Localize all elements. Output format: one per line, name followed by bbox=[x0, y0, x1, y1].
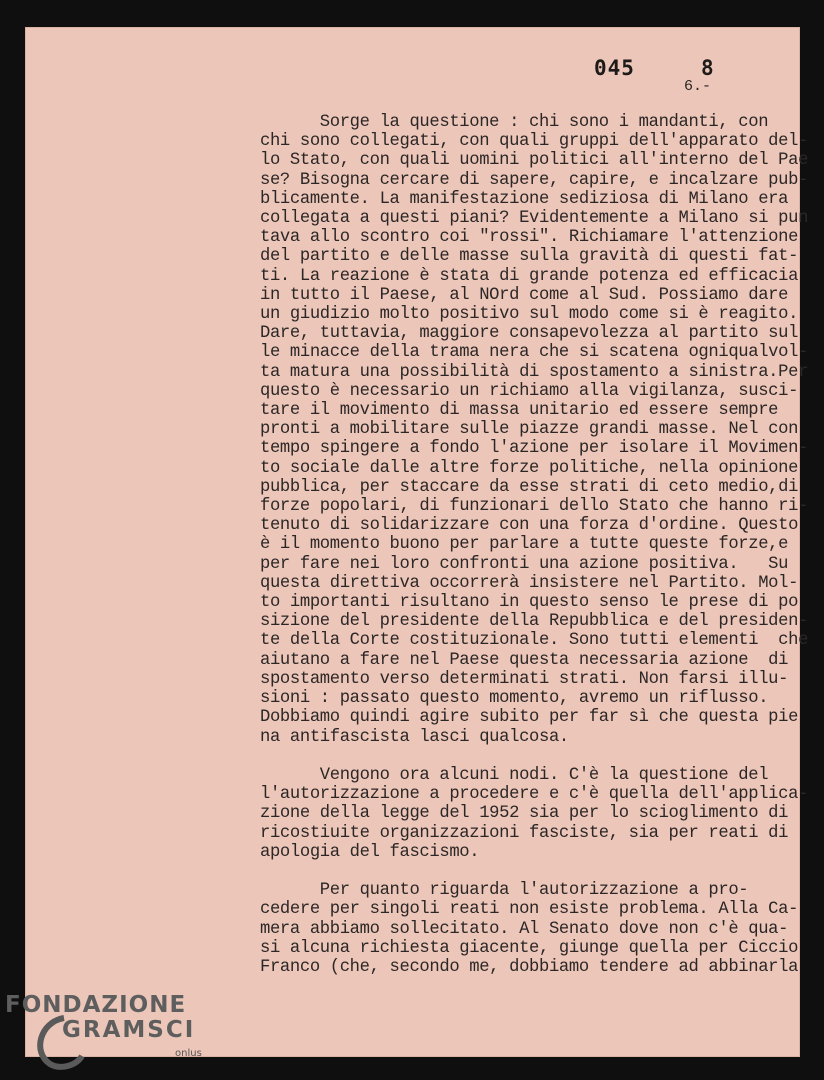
text-line: collegata a questi piani? Evidentemente a Milano si pun bbox=[260, 209, 809, 229]
text-line: tare il movimento di massa unitario ed essere sempre bbox=[260, 401, 779, 421]
text-line: pubblica, per staccare da esse strati di ceto medio,di bbox=[260, 477, 799, 497]
text-line: Dare, tuttavia, maggiore consapevolezza al partito sul bbox=[260, 324, 799, 344]
text-line: è il momento buono per parlare a tutte queste forze,e bbox=[260, 535, 789, 555]
watermark-line-3: onlus bbox=[175, 1048, 202, 1059]
text-line: tava allo scontro coi "rossi". Richiamare l'attenzione bbox=[260, 228, 799, 248]
text-line: to importanti risultano in questo senso le prese di po bbox=[260, 593, 799, 613]
paragraph-gap bbox=[260, 862, 788, 881]
text-line: un giudizio molto positivo sul modo come si è reagito. bbox=[260, 305, 799, 325]
text-line: ti. La reazione è stata di grande potenza ed efficacia bbox=[260, 266, 799, 286]
paragraph bbox=[260, 765, 809, 862]
text-line: zione della legge del 1952 sia per lo scioglimento di bbox=[260, 804, 789, 824]
text-line: ta matura una possibilità di spostamento a sinistra.Per bbox=[260, 362, 809, 382]
archive-stamp-code: 045 bbox=[594, 56, 635, 80]
text-line: to sociale dalle altre forze politiche, nella opinione bbox=[260, 458, 799, 478]
text-line: spostamento verso determinati strati. Non farsi illu- bbox=[260, 669, 789, 689]
text-line: na antifascista lasci qualcosa. bbox=[260, 727, 569, 747]
text-line: forze popolari, di funzionari dello Stato che hanno ri- bbox=[260, 497, 809, 517]
watermark-line-1: FONDAZIONE bbox=[5, 992, 187, 1018]
text-line: te della Corte costituzionale. Sono tutti elementi che bbox=[260, 631, 809, 651]
paragraph bbox=[260, 881, 799, 977]
paragraph-gap bbox=[260, 747, 788, 766]
document-body bbox=[260, 113, 809, 977]
text-line: apologia del fascismo. bbox=[260, 842, 480, 862]
archive-stamp-number: 8 bbox=[701, 56, 714, 80]
text-line: lo Stato, con quali uomini politici all'interno del Pae bbox=[260, 151, 809, 171]
text-line: tempo spingere a fondo l'azione per isolare il Movimen- bbox=[260, 439, 809, 459]
text-line: per fare nei loro confronti una azione positiva. Su bbox=[260, 554, 789, 574]
text-line: mera abbiamo sollecitato. Al Senato dove non c'è qua- bbox=[260, 919, 789, 939]
text-line: l'autorizzazione a procedere e c'è quella dell'applica- bbox=[260, 785, 809, 805]
text-line: chi sono collegati, con quali gruppi dell'apparato del- bbox=[260, 132, 809, 152]
text-line: questo è necessario un richiamo alla vigilanza, susci- bbox=[260, 381, 799, 401]
paragraph bbox=[260, 113, 809, 747]
text-line: si alcuna richiesta giacente, giunge quella per Ciccio bbox=[260, 938, 799, 958]
text-line: Per quanto riguarda l'autorizzazione a pro- bbox=[260, 881, 749, 901]
text-line: sioni : passato questo momento, avremo un riflusso. bbox=[260, 689, 769, 709]
text-line: pronti a mobilitare sulle piazze grandi masse. Nel con bbox=[260, 420, 799, 440]
text-line: aiutano a fare nel Paese questa necessaria azione di bbox=[260, 650, 789, 670]
text-line: le minacce della trama nera che si scatena ogniqualvol- bbox=[260, 343, 809, 363]
text-line: cedere per singoli reati non esiste problema. Alla Ca- bbox=[260, 900, 799, 920]
watermark bbox=[0, 990, 220, 1080]
watermark-line-2: GRAMSCI bbox=[62, 1017, 196, 1043]
text-line: Dobbiamo quindi agire subito per far sì che questa pie bbox=[260, 708, 799, 728]
text-line: del partito e delle masse sulla gravità di questi fat- bbox=[260, 247, 799, 267]
text-line: Sorge la questione : chi sono i mandanti, con bbox=[260, 113, 769, 132]
page-number: 6.- bbox=[684, 78, 712, 95]
text-line: Vengono ora alcuni nodi. C'è la questione del bbox=[260, 765, 769, 785]
text-line: sizione del presidente della Repubblica e del presiden- bbox=[260, 612, 809, 632]
text-line: Franco (che, secondo me, dobbiamo tendere ad abbinarla bbox=[260, 957, 799, 977]
text-line: blicamente. La manifestazione sediziosa di Milano era bbox=[260, 189, 789, 209]
text-line: questa direttiva occorrerà insistere nel Partito. Mol- bbox=[260, 573, 799, 593]
text-line: tenuto di solidarizzare con una forza d'ordine. Questo bbox=[260, 516, 799, 536]
text-line: se? Bisogna cercare di sapere, capire, e incalzare pub- bbox=[260, 170, 809, 190]
text-line: in tutto il Paese, al NOrd come al Sud. Possiamo dare bbox=[260, 285, 789, 305]
text-line: ricostiuite organizzazioni fasciste, sia per reati di bbox=[260, 823, 789, 843]
